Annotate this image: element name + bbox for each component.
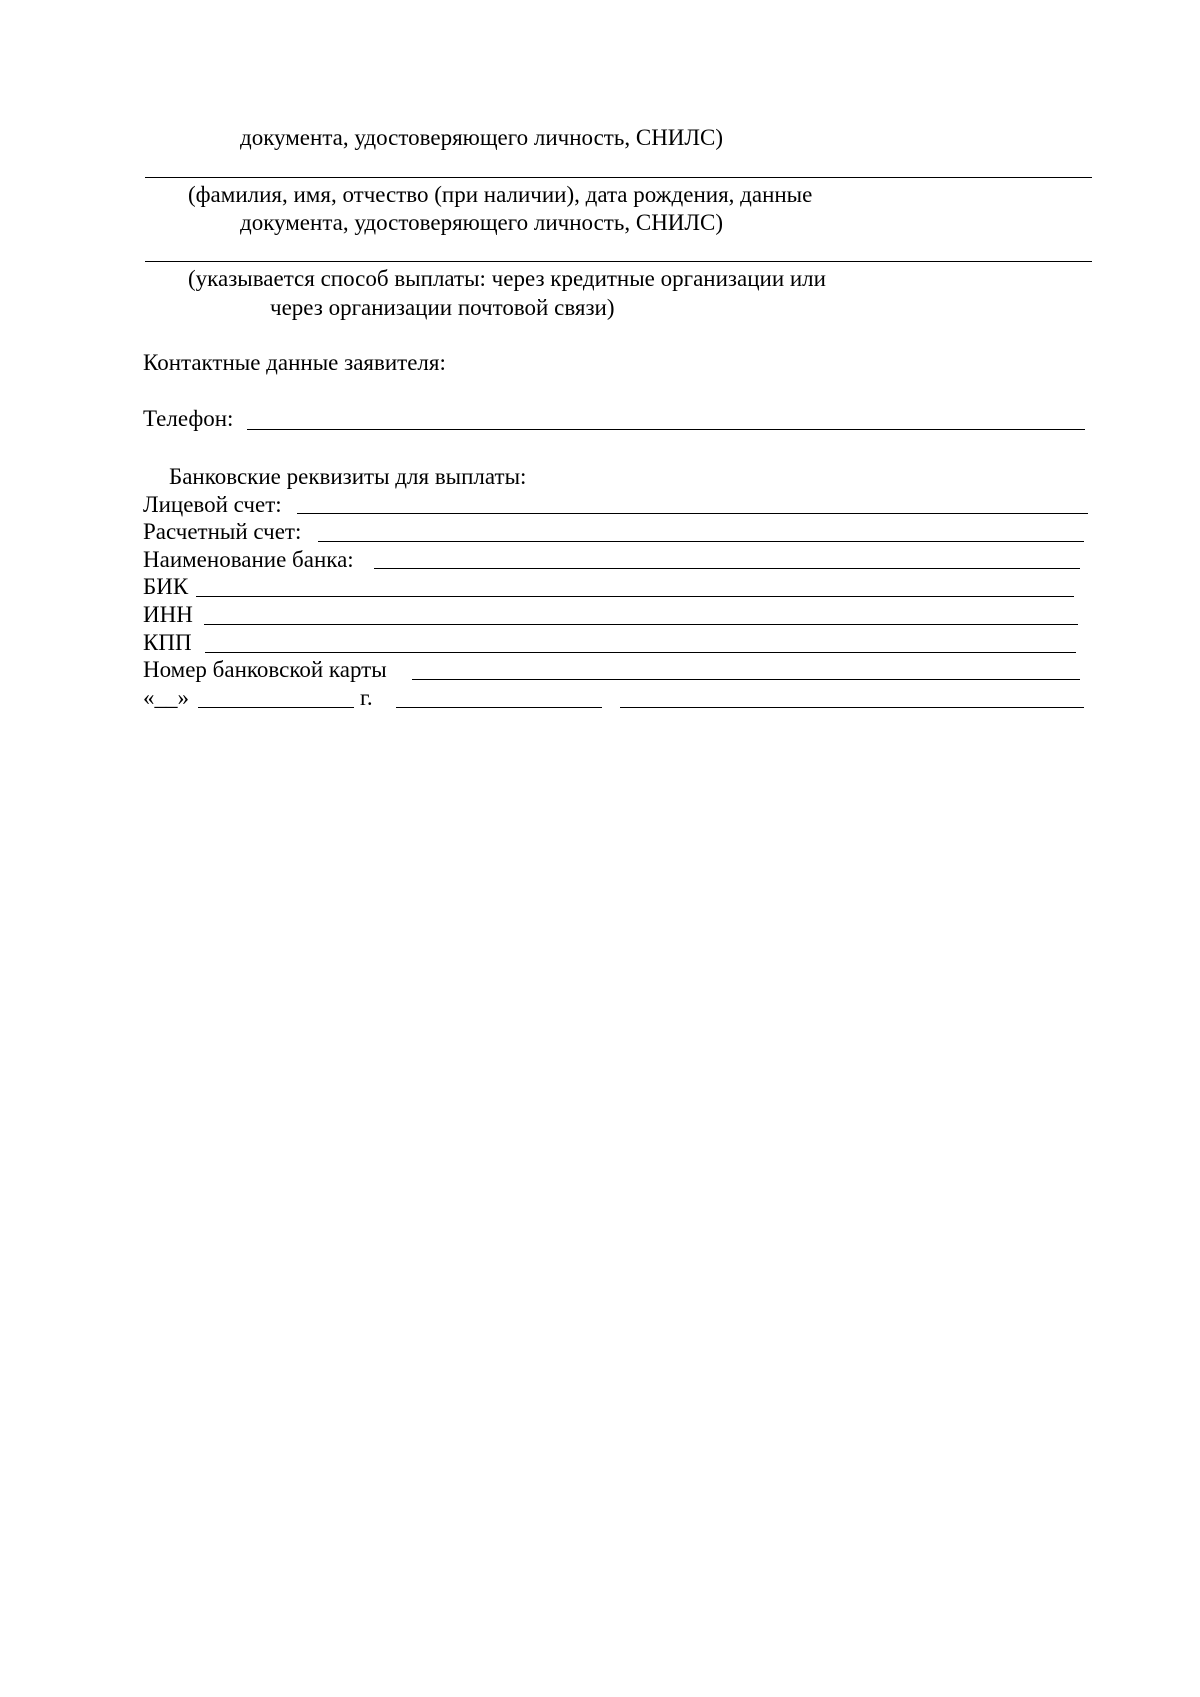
- bik-label: БИК: [143, 574, 189, 599]
- date-day-quote: «__»: [143, 685, 189, 710]
- phone-input-line[interactable]: [247, 429, 1085, 430]
- signature-input-line[interactable]: [396, 707, 602, 708]
- payment-caption-line-2: через организации почтовой связи): [270, 295, 615, 320]
- date-year-suffix: г.: [360, 685, 373, 710]
- bik-input-line[interactable]: [196, 596, 1074, 597]
- settlement-account-input-line[interactable]: [318, 541, 1084, 542]
- contacts-heading: Контактные данные заявителя:: [143, 350, 446, 375]
- phone-label: Телефон:: [143, 406, 234, 431]
- applicant-input-line[interactable]: [145, 177, 1092, 178]
- payment-caption-line-1: (указывается способ выплаты: через кредитные организации или: [188, 266, 826, 291]
- personal-account-label: Лицевой счет:: [143, 492, 282, 517]
- settlement-account-label: Расчетный счет:: [143, 519, 302, 544]
- bank-name-input-line[interactable]: [374, 568, 1080, 569]
- applicant-caption-line-1: (фамилия, имя, отчество (при наличии), дата рождения, данные: [188, 182, 813, 207]
- applicant-caption-line-2: документа, удостоверяющего личность, СНИЛС): [240, 210, 724, 235]
- kpp-label: КПП: [143, 630, 192, 655]
- inn-label: ИНН: [143, 602, 193, 627]
- card-number-label: Номер банковской карты: [143, 657, 387, 682]
- bank-name-label: Наименование банка:: [143, 547, 354, 572]
- personal-account-input-line[interactable]: [297, 513, 1088, 514]
- top-caption-line: документа, удостоверяющего личность, СНИЛС): [240, 125, 724, 150]
- payment-method-input-line[interactable]: [145, 261, 1092, 262]
- card-number-input-line[interactable]: [412, 679, 1080, 680]
- date-month-input-line[interactable]: [198, 707, 354, 708]
- bank-details-heading: Банковские реквизиты для выплаты:: [169, 464, 527, 489]
- kpp-input-line[interactable]: [205, 652, 1076, 653]
- signature-name-input-line[interactable]: [620, 707, 1084, 708]
- inn-input-line[interactable]: [204, 624, 1078, 625]
